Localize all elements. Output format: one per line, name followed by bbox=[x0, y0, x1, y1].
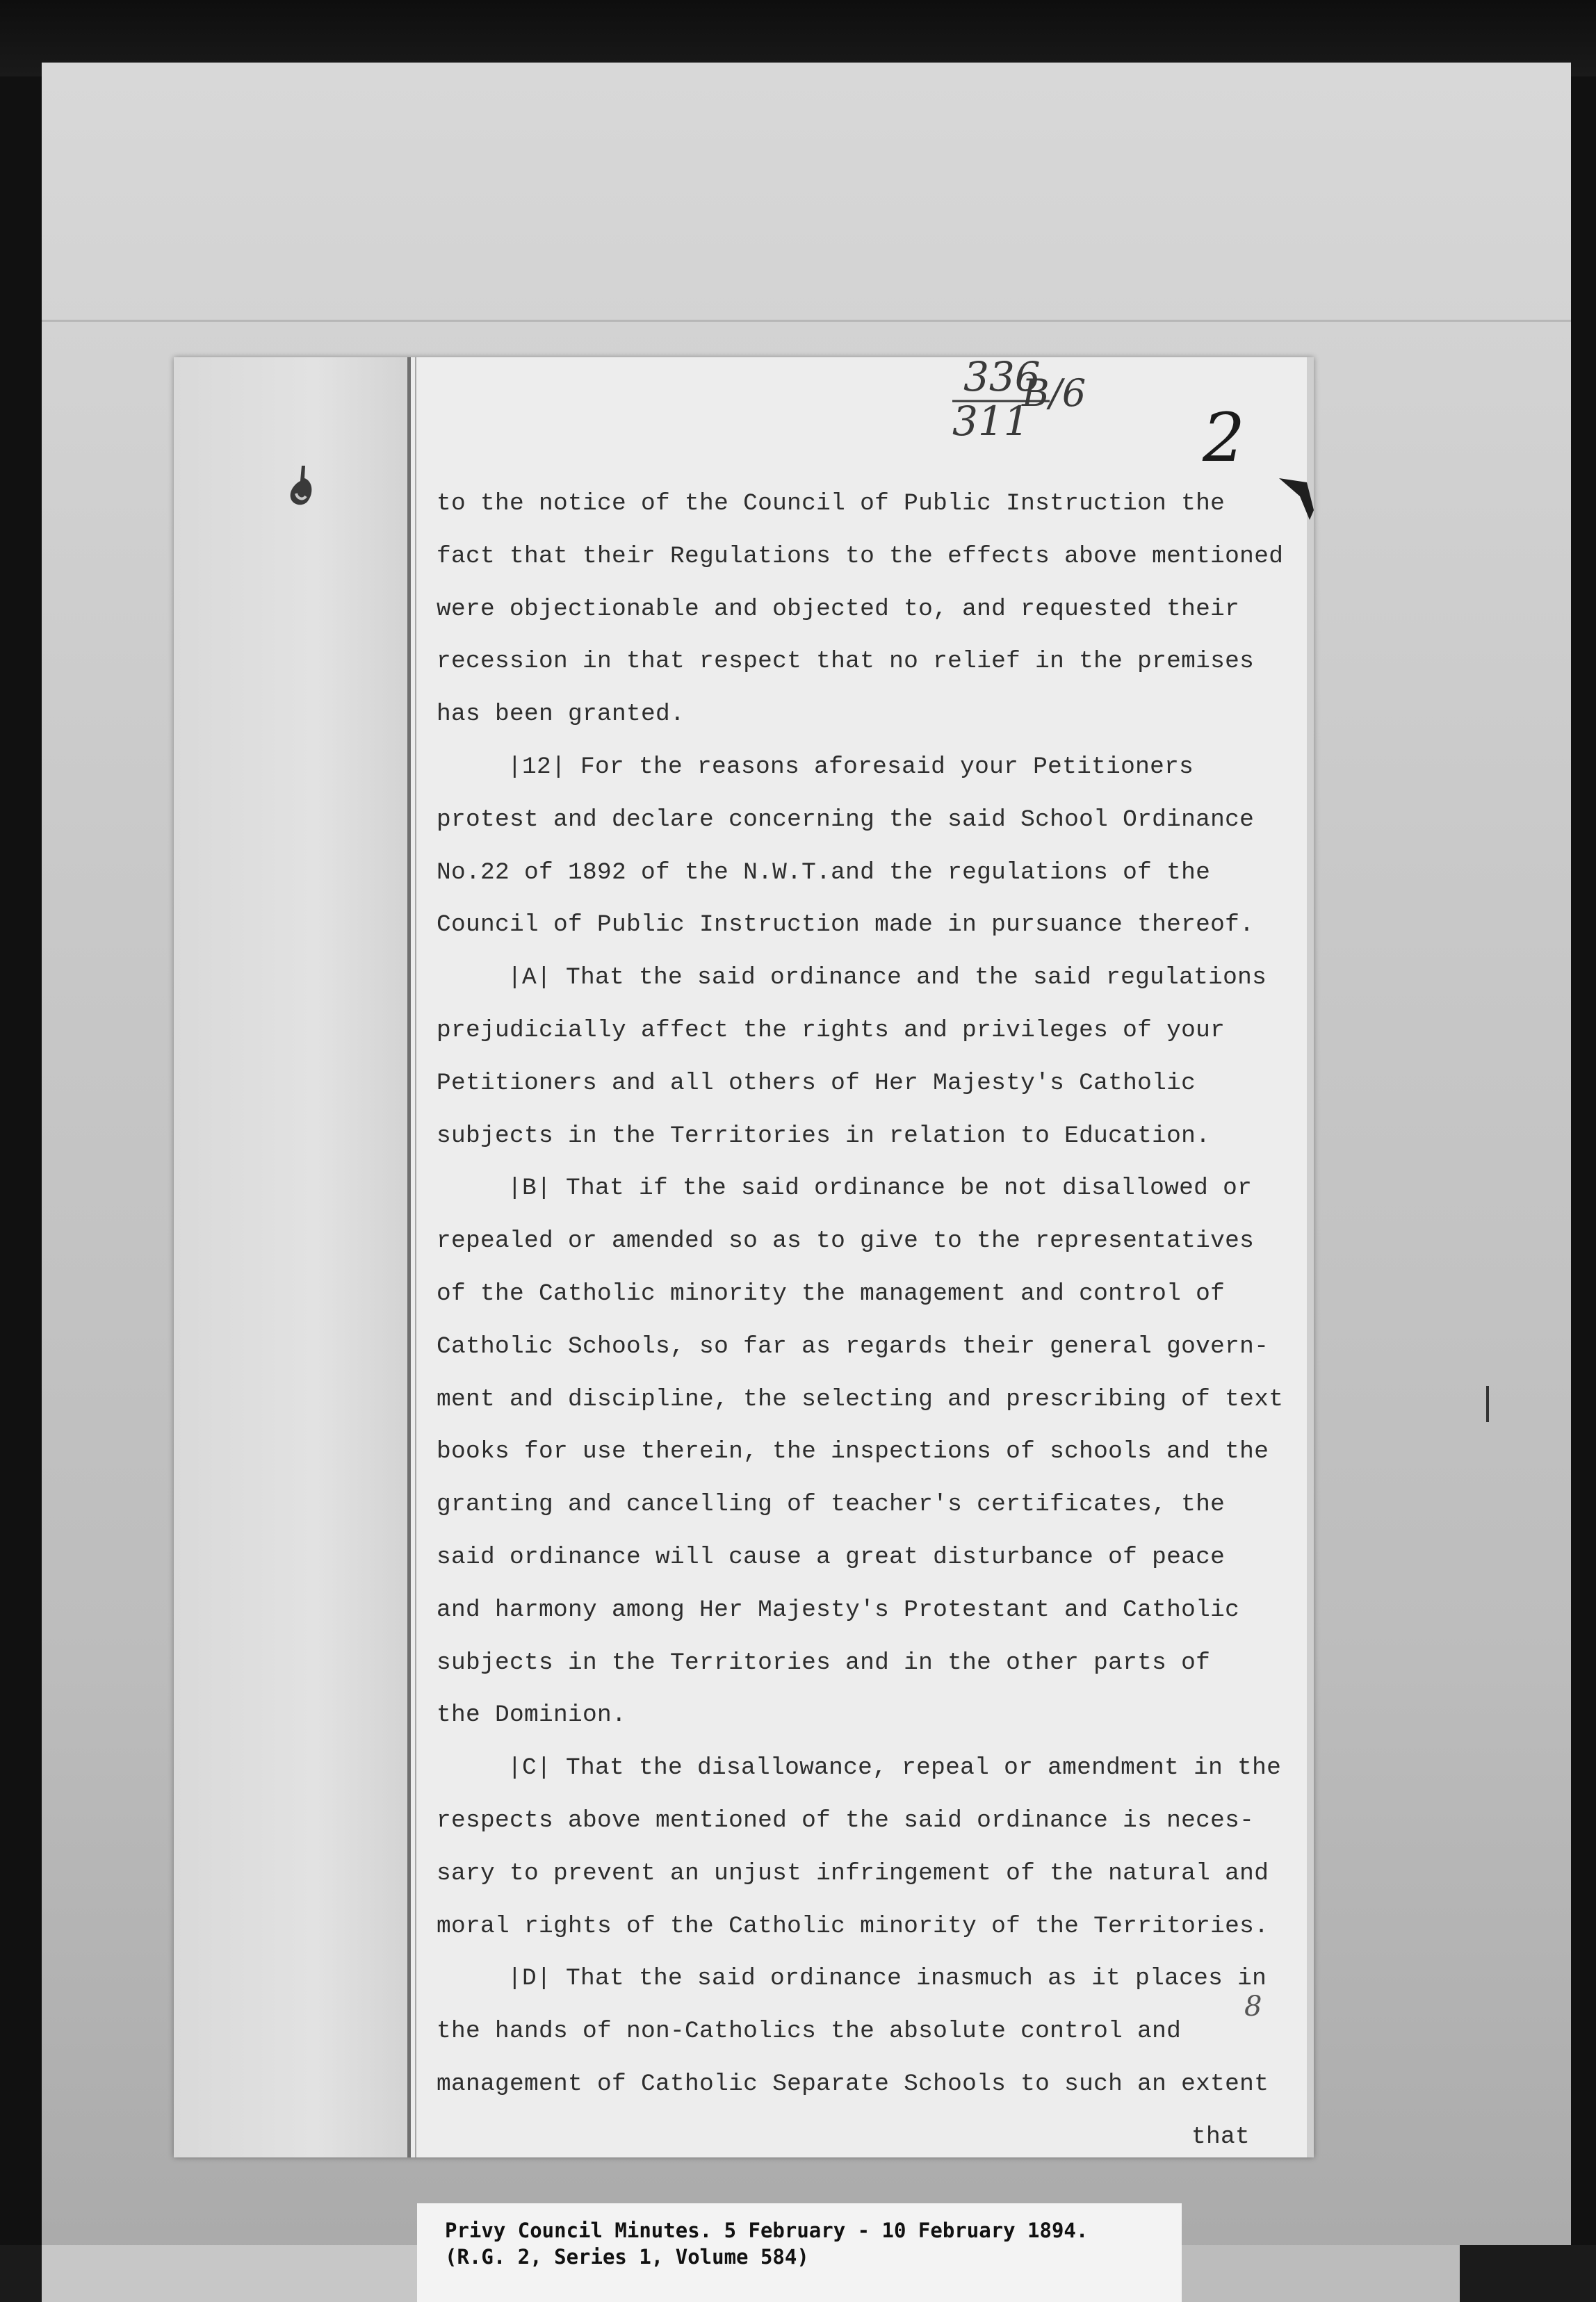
text-line: |C| That the disallowance, repeal or amendment in the bbox=[507, 1754, 1282, 1782]
text-line: No.22 of 1892 of the N.W.T.and the regulations of the bbox=[437, 858, 1211, 886]
folio-stamp bbox=[779, 353, 1086, 448]
folio-number-top: 336 bbox=[963, 353, 1041, 400]
bottom-right-tab bbox=[1182, 2245, 1460, 2302]
binding-rule-inner bbox=[415, 357, 416, 2157]
archive-caption-label bbox=[417, 2203, 1182, 2302]
text-line: granting and cancelling of teacher's certificates, the bbox=[437, 1491, 1226, 1519]
text-line: of the Catholic minority the management and control of bbox=[437, 1280, 1226, 1307]
text-line: books for use therein, the inspections of schools and the bbox=[437, 1438, 1269, 1466]
text-line: the hands of non-Catholics the absolute control and bbox=[437, 2018, 1182, 2046]
text-line: moral rights of the Catholic minority of the Territories. bbox=[437, 1912, 1269, 1940]
caption-line-2: (R.G. 2, Series 1, Volume 584) bbox=[445, 2245, 809, 2269]
binding-rule bbox=[407, 357, 411, 2157]
text-line: recession in that respect that no relief in the premises bbox=[437, 648, 1255, 676]
page-binding-margin bbox=[174, 357, 410, 2157]
text-line: repealed or amended so as to give to the representatives bbox=[437, 1227, 1255, 1255]
text-line: respects above mentioned of the said ordinance is neces- bbox=[437, 1806, 1255, 1834]
edge-tick-mark bbox=[1486, 1386, 1489, 1422]
text-line: |D| That the said ordinance inasmuch as it places in bbox=[507, 1965, 1267, 1993]
text-line: |12| For the reasons aforesaid your Petitioners bbox=[507, 753, 1194, 781]
text-line: fact that their Regulations to the effects above mentioned bbox=[437, 542, 1284, 570]
margin-pencil-note: 8 bbox=[1244, 1991, 1262, 2023]
text-line: the Dominion. bbox=[437, 1701, 627, 1729]
caption-line-1: Privy Council Minutes. 5 February - 10 February 1894. bbox=[445, 2219, 1089, 2242]
text-line: |B| That if the said ordinance be not disallowed or bbox=[507, 1175, 1253, 1202]
page-right-edge bbox=[1307, 357, 1314, 2157]
folio-annotation: B/6 bbox=[1022, 371, 1086, 415]
ink-blot-mark bbox=[282, 463, 321, 512]
text-line: to the notice of the Council of Public Instruction the bbox=[437, 490, 1226, 517]
document-page bbox=[174, 353, 1314, 2157]
bottom-left-tab bbox=[42, 2245, 417, 2302]
text-line: sary to prevent an unjust infringement of the natural and bbox=[437, 1859, 1269, 1887]
text-line: subjects in the Territories in relation to Education. bbox=[437, 1122, 1211, 1150]
corner-ink-mark bbox=[1279, 475, 1321, 524]
folio-number-bottom: 311 bbox=[952, 398, 1029, 445]
backing-seam bbox=[42, 320, 1571, 322]
text-line: Petitioners and all others of Her Majesty's Catholic bbox=[437, 1069, 1196, 1097]
text-line: were objectionable and objected to, and requested their bbox=[437, 595, 1240, 623]
text-line: and harmony among Her Majesty's Protestant and Catholic bbox=[437, 1596, 1240, 1624]
text-line: management of Catholic Separate Schools to such an extent bbox=[437, 2070, 1269, 2098]
text-line: prejudicially affect the rights and privileges of your bbox=[437, 1016, 1226, 1044]
page-number: 2 bbox=[1203, 399, 1246, 477]
text-line: |A| That the said ordinance and the said regulations bbox=[507, 964, 1267, 992]
text-line: subjects in the Territories and in the other parts of bbox=[437, 1649, 1211, 1676]
catchword: that bbox=[1191, 2123, 1250, 2150]
text-line: ment and discipline, the selecting and prescribing of text bbox=[437, 1385, 1284, 1413]
text-line: protest and declare concerning the said School Ordinance bbox=[437, 806, 1255, 833]
text-line: has been granted. bbox=[437, 701, 685, 728]
text-line: said ordinance will cause a great disturbance of peace bbox=[437, 1543, 1226, 1571]
text-line: Catholic Schools, so far as regards their general govern- bbox=[437, 1332, 1269, 1360]
typed-text-body bbox=[437, 477, 1284, 2164]
text-line: Council of Public Instruction made in pursuance thereof. bbox=[437, 911, 1255, 939]
